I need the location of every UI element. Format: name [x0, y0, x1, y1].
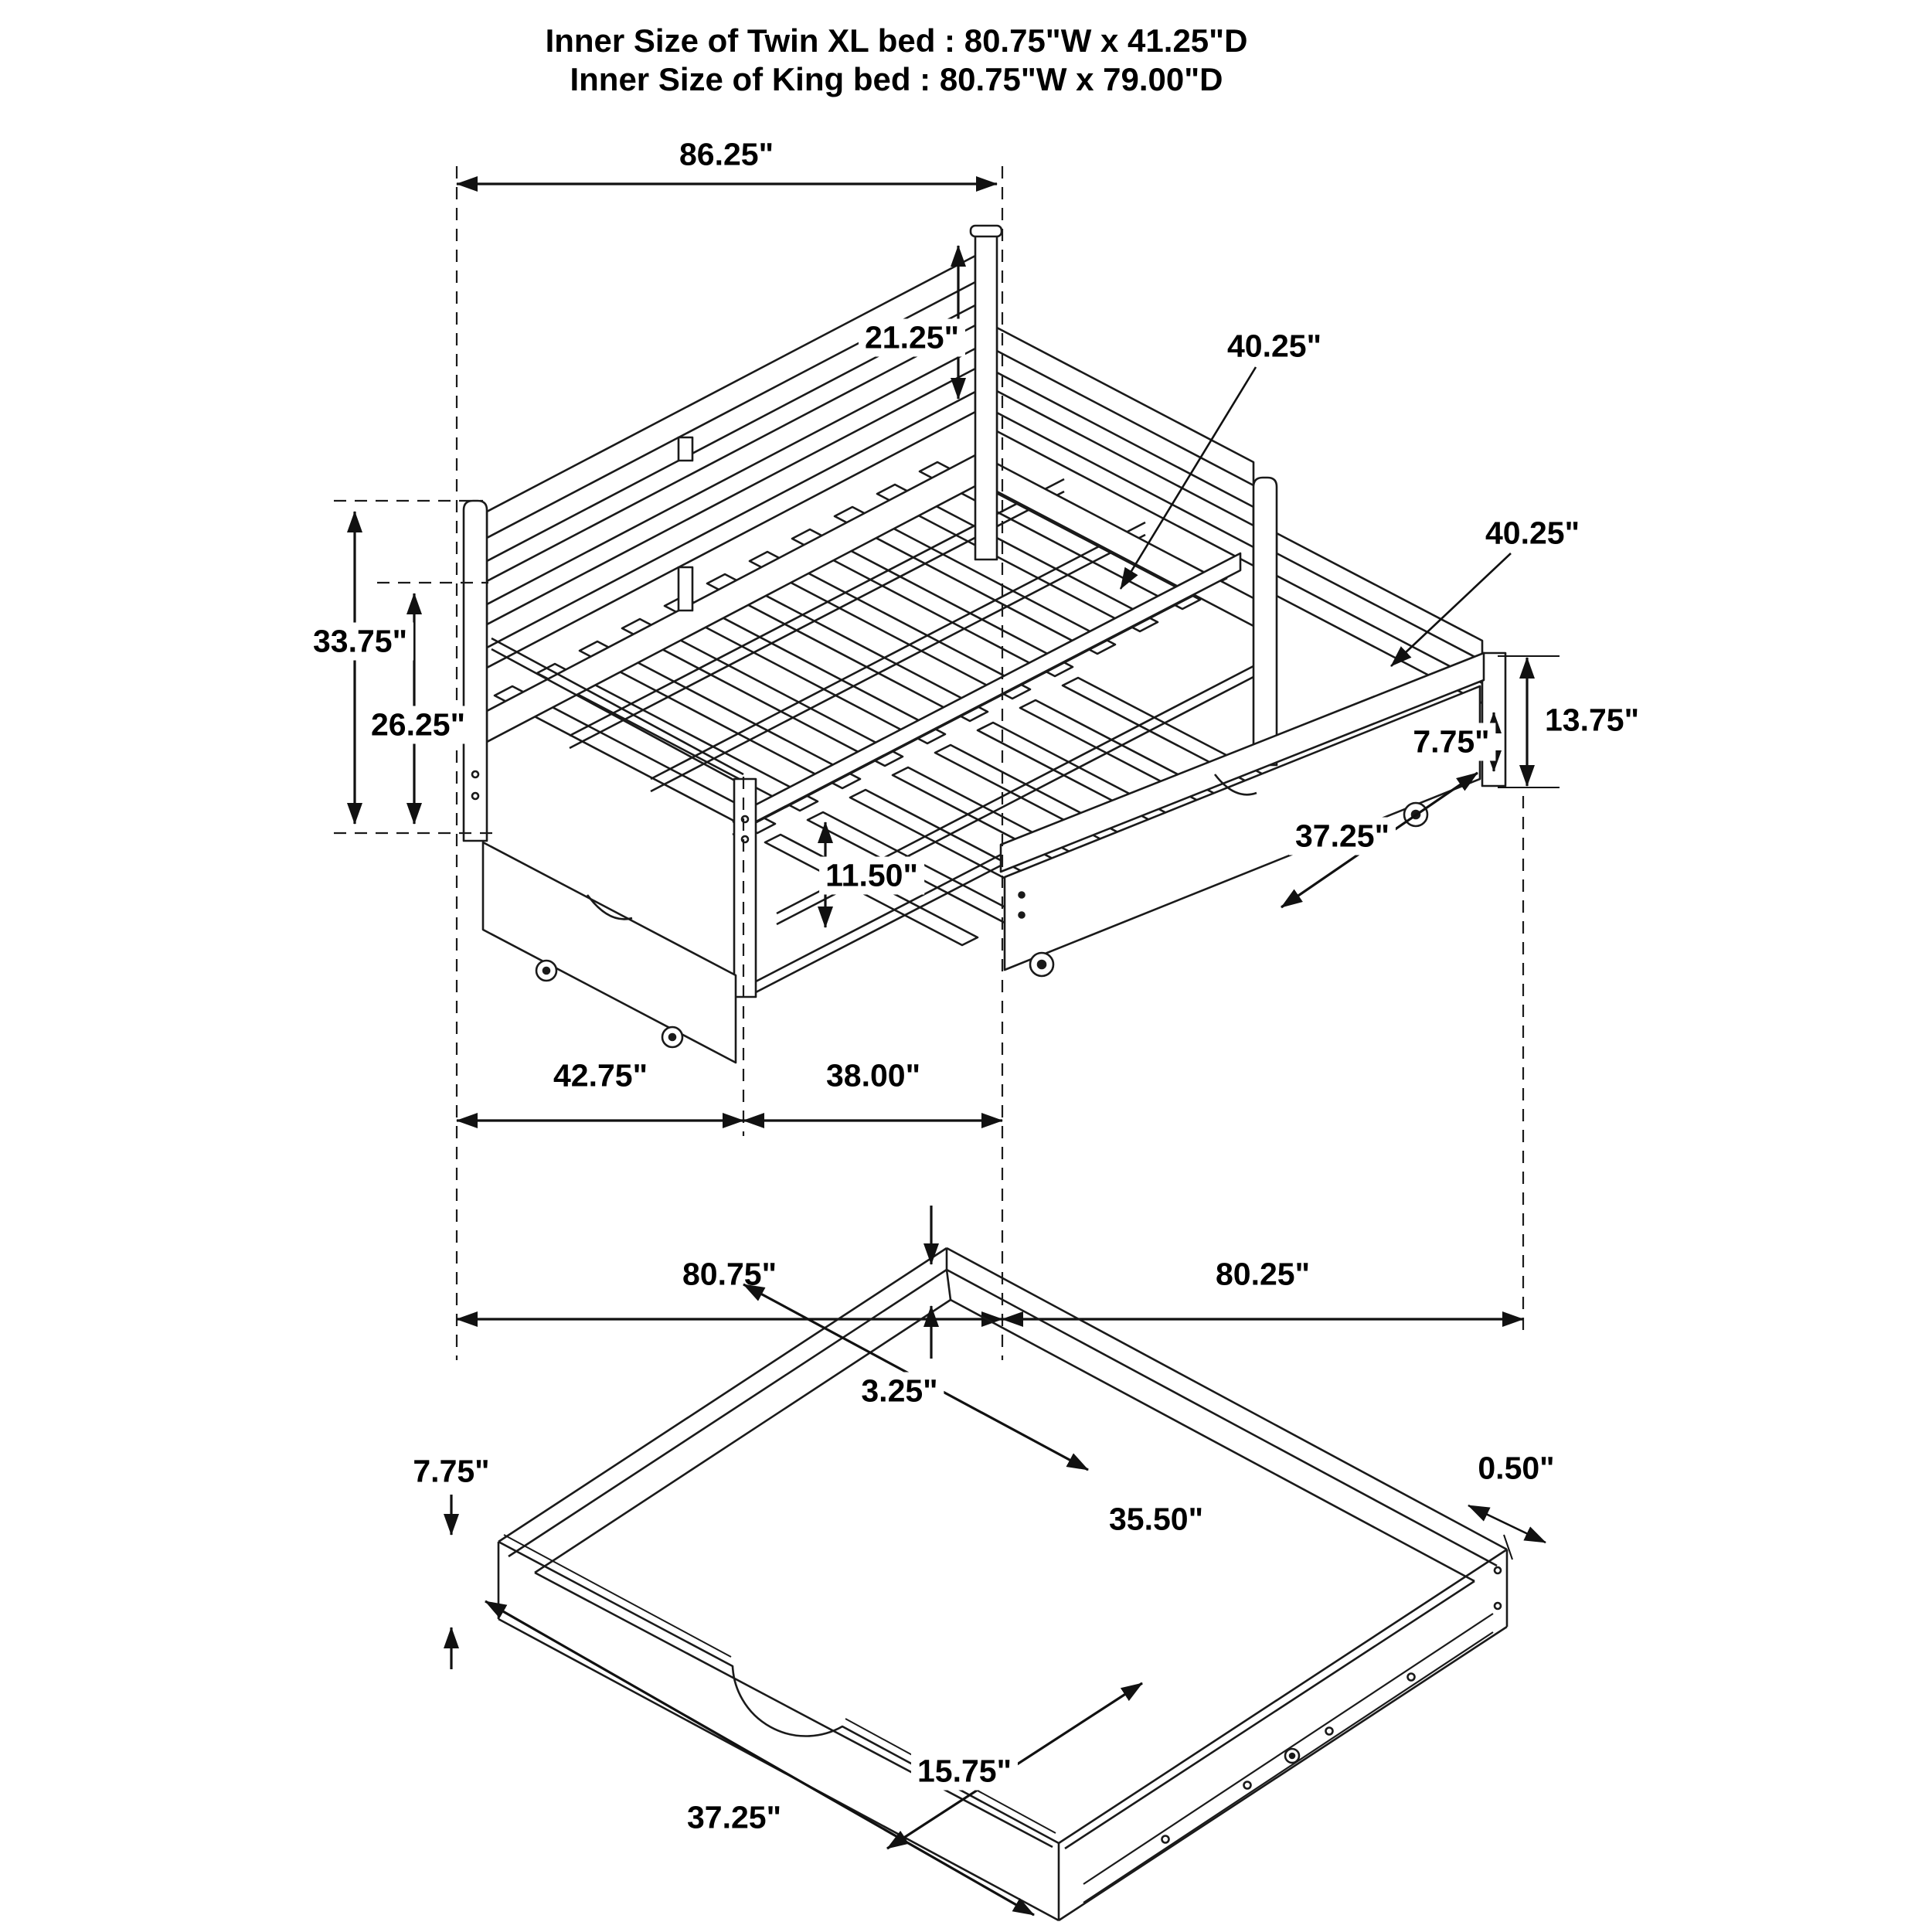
dim-label-wall-height: 3.25": [855, 1372, 944, 1410]
dim-label-slat-twin: 40.25": [1226, 328, 1322, 364]
dim-label-extension-length: 80.25": [1215, 1256, 1311, 1292]
dim-label-extension-width: 38.00": [825, 1057, 921, 1094]
daybed-isometric-drawing: [464, 226, 1505, 1063]
inner-size-title: [0, 22, 1793, 98]
left-storage-drawer: [483, 842, 736, 1063]
dim-label-rail-height: 26.25": [365, 706, 471, 744]
dim-label-post-height: 33.75": [307, 623, 413, 661]
drawer-dimension-arrows: [451, 1206, 1546, 1915]
dim-label-drawer-front-height: 7.75": [1406, 723, 1495, 761]
dim-label-storage-drawer-width: 37.25": [1289, 818, 1396, 855]
storage-drawer-isometric-drawing: [498, 1248, 1507, 1920]
dim-label-front-height: 7.75": [413, 1453, 490, 1489]
dim-label-outer-width: 37.25": [681, 1799, 787, 1837]
dim-label-inner-width: 35.50": [1108, 1501, 1204, 1537]
dim-label-end-height: 13.75": [1544, 702, 1640, 738]
dim-label-back-height: 21.25": [859, 319, 965, 357]
right-storage-drawer: [1001, 653, 1484, 976]
dim-label-clearance: 11.50": [819, 857, 924, 895]
dim-label-left-section: 42.75": [553, 1057, 648, 1094]
bed-posts: [464, 226, 1505, 997]
dim-label-inner-depth: 15.75": [911, 1753, 1018, 1791]
dim-label-overall-width: 86.25": [679, 136, 774, 172]
title-line-king: Inner Size of King bed : 80.75"W x 79.00"D: [570, 60, 1223, 97]
drawer-slide-rail: [1083, 1567, 1501, 1903]
dim-label-wall-thickness: 0.50": [1478, 1450, 1555, 1486]
dim-label-slat-trundle: 40.25": [1485, 515, 1580, 551]
dim-label-bed-length: 80.75": [682, 1256, 777, 1292]
title-line-twin: Inner Size of Twin XL bed : 80.75"W x 41.25"D: [545, 22, 1248, 59]
